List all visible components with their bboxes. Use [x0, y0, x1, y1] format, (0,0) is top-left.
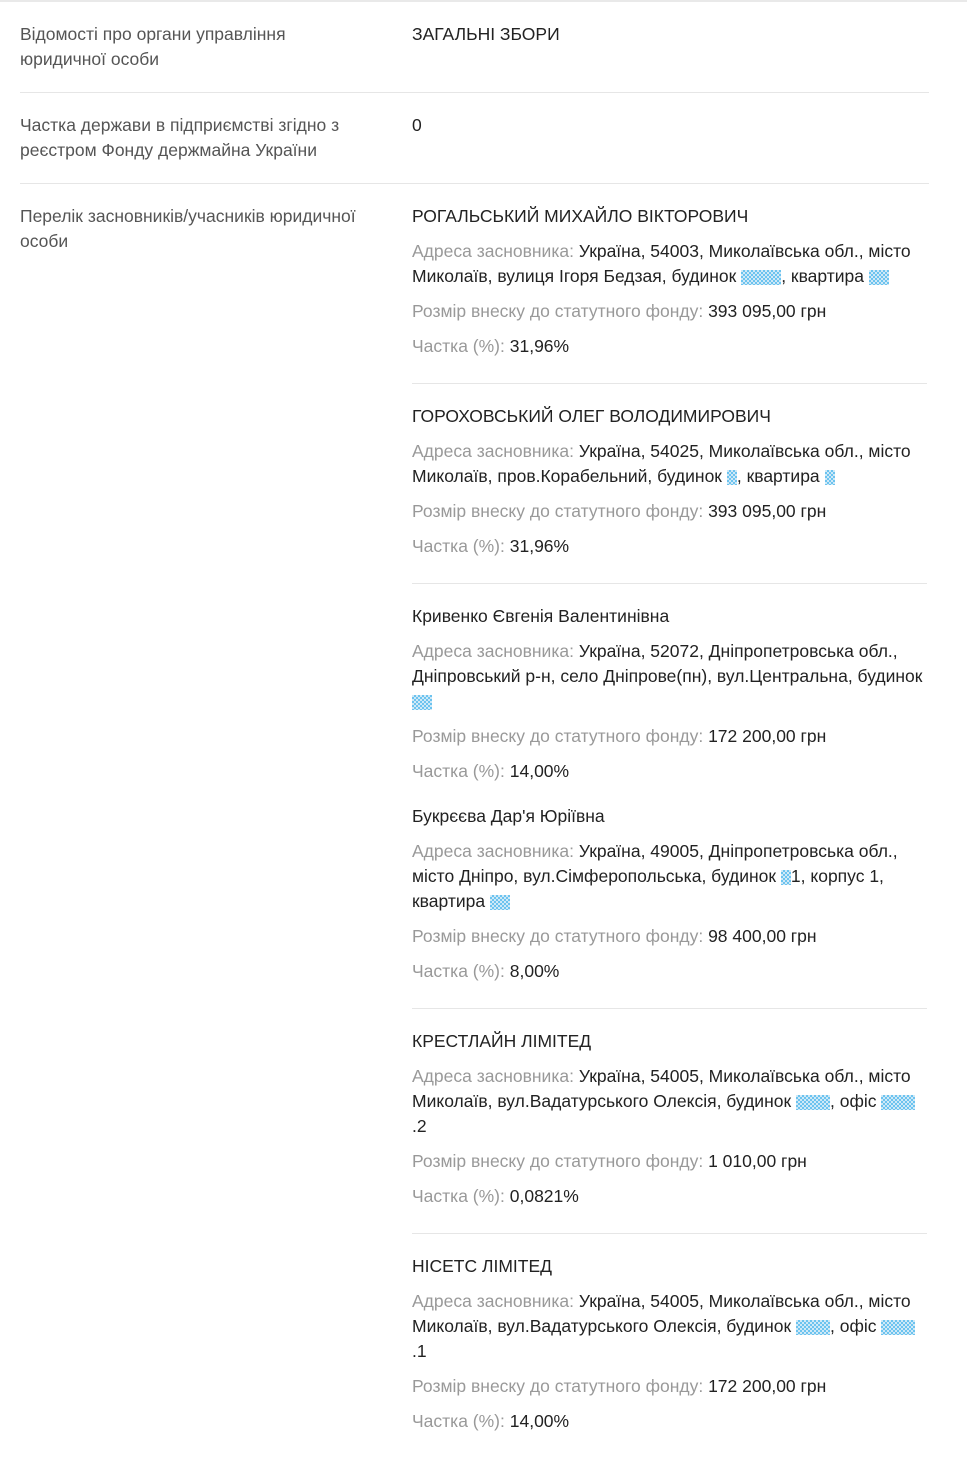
management-bodies-label: Відомості про органи управління юридичної особи — [20, 24, 286, 69]
founder-address: Адреса засновника: Україна, 54005, Миколаївська обл., місто Миколаїв, вул.Вадатурського Олексія, будинок , офіс .2 — [412, 1064, 927, 1139]
address-label: Адреса засновника: — [412, 441, 574, 461]
founder-address: Адреса засновника: Україна, 54025, Миколаївська обл., місто Миколаїв, пров.Корабельний, будинок , квартира — [412, 441, 911, 486]
founder-share: Частка (%): 14,00% — [412, 1411, 570, 1431]
founder-share: Частка (%): 31,96% — [412, 336, 570, 356]
share-label: Частка (%): — [412, 961, 505, 981]
founder-address: Адреса засновника: Україна, 49005, Дніпропетровська обл., місто Дніпро, вул.Сімферопольська, будинок 1, корпус 1, квартира — [412, 841, 898, 911]
share-label: Частка (%): — [412, 761, 505, 781]
founder-address: Адреса засновника: Україна, 54005, Миколаївська обл., місто Миколаїв, вул.Вадатурського Олексія, будинок , офіс .1 — [412, 1289, 927, 1364]
founder-item — [412, 404, 927, 584]
founder-name: НІСЕТС ЛІМІТЕД — [412, 1256, 552, 1276]
redacted-mask — [412, 695, 432, 710]
founder-name: Кривенко Євгенія Валентинівна — [412, 606, 670, 626]
address-label: Адреса засновника: — [412, 241, 574, 261]
contribution-label: Розмір внеску до статутного фонду: — [412, 1151, 704, 1171]
contribution-label: Розмір внеску до статутного фонду: — [412, 301, 704, 321]
address-label: Адреса засновника: — [412, 641, 574, 661]
founder-contribution: Розмір внеску до статутного фонду: 393 095,00 грн — [412, 301, 827, 321]
address-label: Адреса засновника: — [412, 841, 574, 861]
founder-name: РОГАЛЬСЬКИЙ МИХАЙЛО ВІКТОРОВИЧ — [412, 206, 749, 226]
address-label: Адреса засновника: — [412, 1291, 574, 1311]
redacted-mask — [881, 1320, 915, 1335]
founders-label: Перелік засновників/учасників юридичної особи — [20, 206, 356, 251]
contribution-label: Розмір внеску до статутного фонду: — [412, 926, 704, 946]
contribution-label: Розмір внеску до статутного фонду: — [412, 1376, 704, 1396]
state-share-value: 0 — [412, 115, 422, 135]
redacted-mask — [781, 870, 791, 885]
founder-address: Адреса засновника: Україна, 52072, Дніпропетровська обл., Дніпровський р-н, село Дніпрове(пн), вул.Центральна, будинок — [412, 639, 927, 714]
founder-item — [412, 1254, 927, 1458]
state-share-row — [20, 113, 929, 184]
address-label: Адреса засновника: — [412, 1066, 574, 1086]
contribution-label: Розмір внеску до статутного фонду: — [412, 501, 704, 521]
contribution-label: Розмір внеску до статутного фонду: — [412, 726, 704, 746]
founder-share: Частка (%): 14,00% — [412, 761, 570, 781]
founder-contribution: Розмір внеску до статутного фонду: 172 200,00 грн — [412, 1376, 827, 1396]
founder-share: Частка (%): 31,96% — [412, 536, 570, 556]
redacted-mask — [881, 1095, 915, 1110]
founder-item — [412, 1029, 927, 1234]
founder-contribution: Розмір внеску до статутного фонду: 172 200,00 грн — [412, 726, 827, 746]
redacted-mask — [490, 895, 510, 910]
share-label: Частка (%): — [412, 1186, 505, 1206]
founder-name: Букрєєва Дар'я Юріївна — [412, 806, 605, 826]
redacted-mask — [796, 1320, 830, 1335]
founder-name: ГОРОХОВСЬКИЙ ОЛЕГ ВОЛОДИМИРОВИЧ — [412, 406, 771, 426]
top-divider — [0, 0, 967, 2]
redacted-mask — [869, 270, 889, 285]
founder-item — [412, 204, 927, 384]
share-label: Частка (%): — [412, 1411, 505, 1431]
founder-name: КРЕСТЛАЙН ЛІМІТЕД — [412, 1031, 592, 1051]
founder-item — [412, 604, 927, 784]
founder-contribution: Розмір внеску до статутного фонду: 393 095,00 грн — [412, 501, 827, 521]
founder-share: Частка (%): 0,0821% — [412, 1186, 579, 1206]
redacted-mask — [727, 470, 737, 485]
founder-contribution: Розмір внеску до статутного фонду: 98 400,00 грн — [412, 926, 817, 946]
state-share-label: Частка держави в підприємстві згідно з реєстром Фонду держмайна України — [20, 115, 340, 160]
redacted-mask — [796, 1095, 830, 1110]
management-bodies-value: ЗАГАЛЬНІ ЗБОРИ — [412, 24, 560, 44]
share-label: Частка (%): — [412, 536, 505, 556]
founder-share: Частка (%): 8,00% — [412, 961, 560, 981]
founder-contribution: Розмір внеску до статутного фонду: 1 010,00 грн — [412, 1151, 807, 1171]
redacted-mask — [741, 270, 781, 285]
founders-list — [412, 204, 927, 1478]
redacted-mask — [825, 470, 835, 485]
founder-address: Адреса засновника: Україна, 54003, Миколаївська обл., місто Миколаїв, вулиця Ігоря Бедзая, будинок , квартира — [412, 241, 911, 286]
management-bodies-row — [20, 22, 929, 93]
share-label: Частка (%): — [412, 336, 505, 356]
founder-item — [412, 804, 927, 1009]
